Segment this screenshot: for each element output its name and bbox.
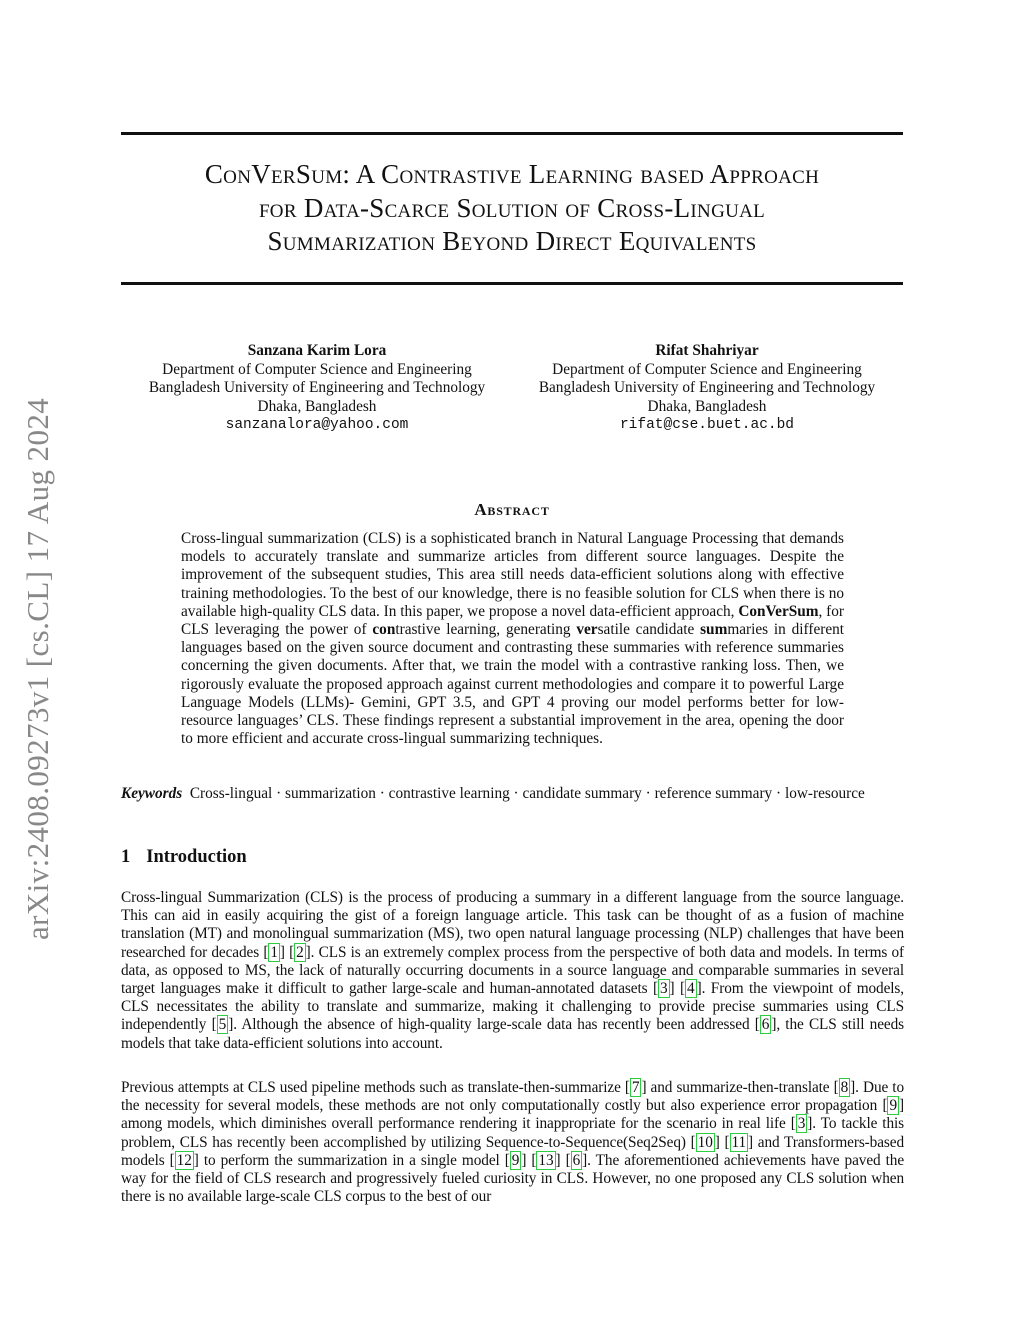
abstract-text — [181, 530, 844, 748]
citation: [ 9 ] — [882, 1097, 904, 1115]
author-univ: Bangladesh University of Engineering and Technology — [538, 379, 876, 397]
citation-link[interactable]: 8 — [840, 1079, 849, 1096]
author-location: Dhaka, Bangladesh — [647, 397, 767, 415]
keywords — [121, 785, 903, 803]
section-title: Introduction — [146, 847, 247, 867]
citation-link[interactable]: 10 — [697, 1133, 713, 1151]
text-run: maries in different languages based on the given source document and contrasting these summaries with reference summaries concerning the given documents. After that, we train the model with a contrastive ranking loss. Then, we rigorously evaluate the proposed approach against current methodologies and compare it to powerful Large Language Models (LLMs)- Gemini, GPT 3.5, and GPT 4 proving our model performs better for low-resource languages’ CLS. These findings represent a substantial improvement in the area, opening the door to more efficient and accurate cross-lingual summarizing techniques. — [181, 621, 845, 748]
title-line: ConVerSum: A Contrastive Learning based Approach — [204, 159, 820, 189]
section-number: 1 — [121, 847, 131, 867]
author-block — [127, 342, 507, 435]
text-run: . From the viewpoint of models, CLS necessitates the ability to translate and summarize, making it challenging to provide precise summaries using CLS independently — [121, 980, 904, 1034]
keywords-text: Cross-lingual · summarization · contrastive learning · candidate summary · reference summary · low-resource — [189, 785, 865, 802]
title-rule-top — [121, 132, 903, 135]
text-run: satile candidate — [597, 621, 701, 639]
author-univ: Bangladesh University of Engineering and Technology — [148, 379, 486, 397]
citation-link[interactable]: 1 — [270, 943, 278, 961]
citation-link[interactable]: 2 — [296, 943, 304, 961]
citation: [ 3 ] — [790, 1115, 813, 1133]
title-rule-bottom — [121, 282, 903, 285]
citation: [ 2 ] — [289, 943, 311, 961]
author-email[interactable]: sanzanalora@yahoo.com — [225, 417, 409, 434]
citation: [ 9 ] — [504, 1151, 527, 1169]
citation: [ 10 ] — [690, 1133, 720, 1151]
citation: [ 3 ] — [652, 980, 675, 998]
citation: [ 7 ] — [624, 1079, 647, 1096]
title-line: Summarization Beyond Direct Equivalents — [267, 226, 757, 256]
citation: [ 8 ] — [833, 1079, 856, 1096]
citation-link[interactable]: 7 — [631, 1079, 640, 1096]
citation-link[interactable]: 9 — [889, 1097, 897, 1115]
citation-link[interactable]: 9 — [511, 1151, 520, 1169]
text-run: . Due to the necessity for several models, these methods are not only computationally costly but also experience error propagation — [121, 1079, 904, 1115]
author-name: Sanzana Karim Lora — [247, 342, 387, 359]
citation: [ 12 ] — [169, 1151, 199, 1169]
citation-link[interactable]: 4 — [687, 980, 695, 998]
author-location: Dhaka, Bangladesh — [257, 397, 377, 415]
title-line: for Data-Scarce Solution of Cross-Lingual — [258, 192, 766, 223]
text-run: . Although the absence of high-quality large-scale data has recently been addressed — [233, 1016, 755, 1034]
text-run: , the CLS still needs models that take data-efficient solutions into account. — [121, 1016, 904, 1052]
text-run: Previous attempts at CLS used pipeline methods such as translate-then-summarize — [121, 1079, 625, 1096]
bold-text: con — [372, 621, 396, 639]
citation: [ 4 ] — [680, 980, 702, 998]
text-run: . To tackle this problem, CLS has recently been accomplished by utilizing Sequence-to-Sequence(Seq2Seq) — [121, 1115, 904, 1151]
citation: [ 1 ] — [263, 943, 285, 961]
citation-link[interactable]: 3 — [659, 980, 668, 998]
citation-link[interactable]: 5 — [218, 1016, 227, 1034]
citation-link[interactable]: 3 — [797, 1115, 806, 1133]
author-dept: Department of Computer Science and Engineering — [552, 360, 862, 378]
bold-text: ver — [576, 621, 598, 639]
text-run: , for CLS leveraging the power of — [181, 602, 844, 639]
section-heading — [121, 847, 247, 868]
author-block — [517, 342, 897, 435]
citation-link[interactable]: 6 — [572, 1151, 581, 1169]
citation: [ 11 ] — [724, 1133, 754, 1151]
text-run: among models, which diminishes overall performance rendering it inappropriate for the scenario in real life — [121, 1115, 791, 1133]
paragraph — [121, 1079, 904, 1206]
citation: [ 13 ] — [531, 1151, 561, 1169]
citation-link[interactable]: 12 — [176, 1151, 192, 1169]
text-run: . CLS is an extremely complex process from the perspective of both data and models. In terms of data, as opposed to MS, the lack of naturally occurring documents in a source language and comparable summaries in several target languages make it difficult to gather large-scale and human-annotated datasets — [121, 943, 904, 998]
author-dept: Department of Computer Science and Engineering — [162, 360, 472, 378]
text-run: to perform the summarization in a single model — [198, 1151, 505, 1169]
text-run: Cross-lingual summarization (CLS) is a sophisticated branch in Natural Language Processing that demands models to accurately translate and summarize articles from different source languages. Despite the improvement of the subsequent studies, This area still needs data-efficient solutions along with effective training methodologies. To the best of our knowledge, there is no feasible solution for CLS when there is no available high-quality CLS data. In this paper, we propose a novel data-efficient approach, — [181, 530, 844, 620]
text-run: . The aforementioned achievements have paved the way for the field of CLS research and progressively fueled curiosity in CLS. However, no one proposed any CLS solution when there is no available large-scale CLS corpus to the best of our — [121, 1151, 905, 1206]
abstract-heading: Abstract — [474, 500, 550, 519]
citation-link[interactable]: 13 — [538, 1151, 554, 1169]
citation: [ 6 ] — [565, 1151, 588, 1169]
bold-text: ConVerSum — [738, 602, 819, 620]
author-email[interactable]: rifat@cse.buet.ac.bd — [619, 417, 795, 434]
keywords-label: Keywords — [121, 785, 183, 802]
author-name: Rifat Shahriyar — [655, 342, 759, 359]
citation-link[interactable]: 11 — [731, 1133, 747, 1151]
citation: [ 6 ] — [754, 1016, 777, 1034]
text-run: and summarize-then-translate — [646, 1079, 834, 1096]
citation-link[interactable]: 6 — [761, 1016, 770, 1034]
text-run: trastive learning, generating — [395, 621, 577, 639]
paragraph — [121, 889, 904, 1053]
citation: [ 5 ] — [211, 1016, 234, 1034]
arxiv-stamp: arXiv:2408.09273v1 [cs.CL] 17 Aug 2024 — [20, 397, 55, 940]
text-run: and Transformers-based models — [121, 1133, 904, 1169]
text-run: Cross-lingual Summarization (CLS) is the process of producing a summary in a different language from the source language. This can aid in easily acquiring the gist of a foreign language article. This task can be thought of as a fusion of machine translation (MT) and monolingual summarization (MS), two open natural language processing (NLP) challenges that have been researched for decades — [121, 889, 904, 961]
paper-title — [121, 158, 903, 259]
bold-text: sum — [700, 621, 728, 639]
